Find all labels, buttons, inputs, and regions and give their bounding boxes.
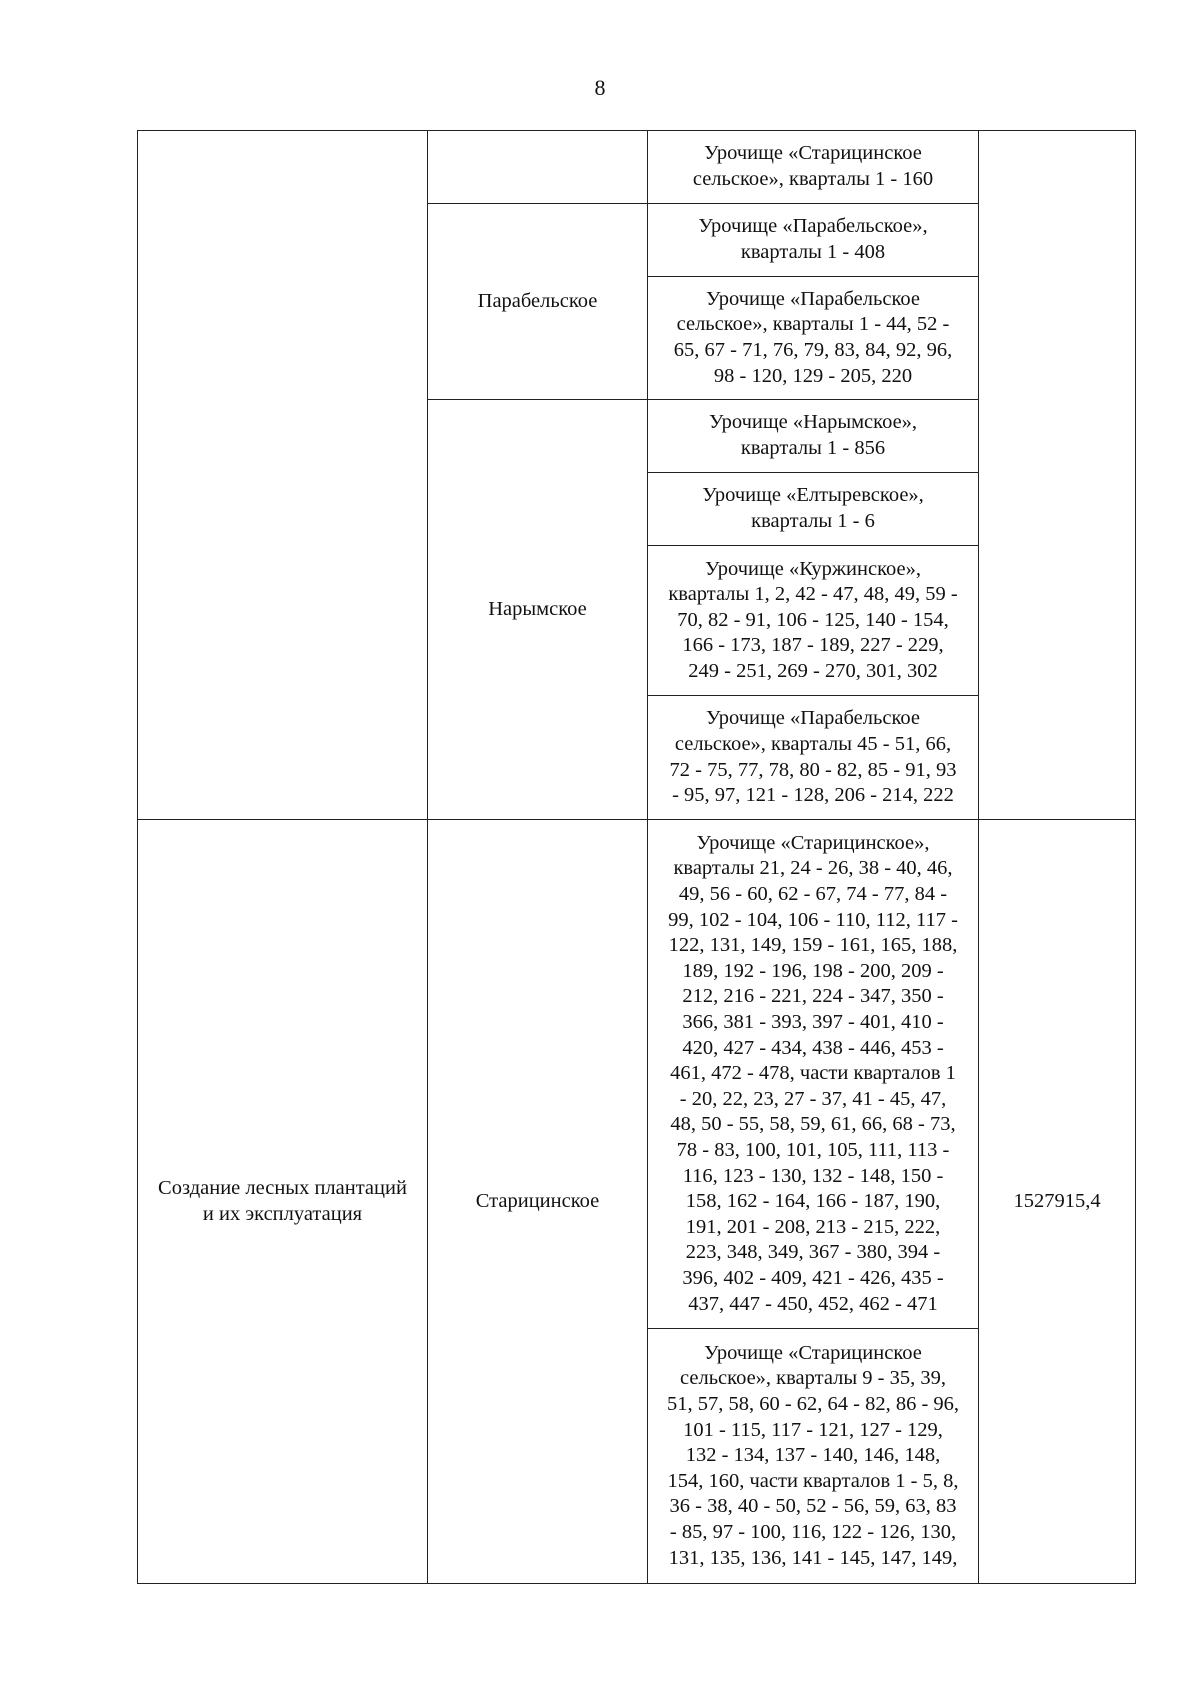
forestry-cell-empty bbox=[428, 131, 648, 204]
location-cell: Урочище «Старицинское», кварталы 21, 24 - 26, 38 - 40, 46, 49, 56 - 60, 62 - 67, 74 - 77, 84 - 99, 102 - 104, 106 - 110, 112, 117 - 122, 131, 149, 159 - 161, 165, 188, 189, 192 - 196, 198 - 200, 209 - 212, 216 - 221, 224 - 347, 350 - 366, 381 - 393, 397 - 401, 410 - 420, 427 - 434, 438 - 446, 453 - 461, 472 - 478, части кварталов 1 - 20, 22, 23, 27 - 37, 41 - 45, 47, 48, 50 - 55, 58, 59, 61, 66, 68 - 73, 78 - 83, 100, 101, 105, 111, 113 - 116, 123 - 130, 132 - 148, 150 - 158, 162 - 164, 166 - 187, 190, 191, 201 - 208, 213 - 215, 222, 223, 348, 349, 367 - 380, 394 - 396, 402 - 409, 421 - 426, 435 - 437, 447 - 450, 452, 462 - 471 bbox=[648, 820, 979, 1329]
table-row bbox=[138, 131, 1136, 204]
forestry-cell: Старицинское bbox=[428, 820, 648, 1584]
activity-cell-empty bbox=[138, 131, 428, 820]
location-cell: Урочище «Нарымское», кварталы 1 - 856 bbox=[648, 400, 979, 473]
activity-cell: Создание лесных плантаций и их эксплуатация bbox=[138, 820, 428, 1584]
forestry-cell: Парабельское bbox=[428, 204, 648, 400]
table-row bbox=[138, 820, 1136, 1329]
location-cell: Урочище «Старицинское сельское», кварталы 1 - 160 bbox=[648, 131, 979, 204]
location-cell: Урочище «Старицинское сельское», кварталы 9 - 35, 39, 51, 57, 58, 60 - 62, 64 - 82, 86 - 96, 101 - 115, 117 - 121, 127 - 129, 132 - 134, 137 - 140, 146, 148, 154, 160, части кварталов 1 - 5, 8, 36 - 38, 40 - 50, 52 - 56, 59, 63, 83 - 85, 97 - 100, 116, 122 - 126, 130, 131, 135, 136, 141 - 145, 147, 149, bbox=[648, 1329, 979, 1584]
location-cell: Урочище «Куржинское», кварталы 1, 2, 42 - 47, 48, 49, 59 - 70, 82 - 91, 106 - 125, 140 - 154, 166 - 173, 187 - 189, 227 - 229, 249 - 251, 269 - 270, 301, 302 bbox=[648, 546, 979, 696]
forestry-cell: Нарымское bbox=[428, 400, 648, 820]
location-cell: Урочище «Парабельское сельское», кварталы 1 - 44, 52 - 65, 67 - 71, 76, 79, 83, 84, 92, 96, 98 - 120, 129 - 205, 220 bbox=[648, 277, 979, 400]
forestry-table bbox=[137, 130, 1136, 1584]
page-number: 8 bbox=[594, 75, 606, 100]
location-cell: Урочище «Парабельское», кварталы 1 - 408 bbox=[648, 204, 979, 277]
location-cell: Урочище «Парабельское сельское», кварталы 45 - 51, 66, 72 - 75, 77, 78, 80 - 82, 85 - 91, 93 - 95, 97, 121 - 128, 206 - 214, 222 bbox=[648, 696, 979, 820]
area-cell-empty bbox=[979, 131, 1136, 820]
location-cell: Урочище «Елтыревское», кварталы 1 - 6 bbox=[648, 473, 979, 546]
area-cell: 1527915,4 bbox=[979, 820, 1136, 1584]
